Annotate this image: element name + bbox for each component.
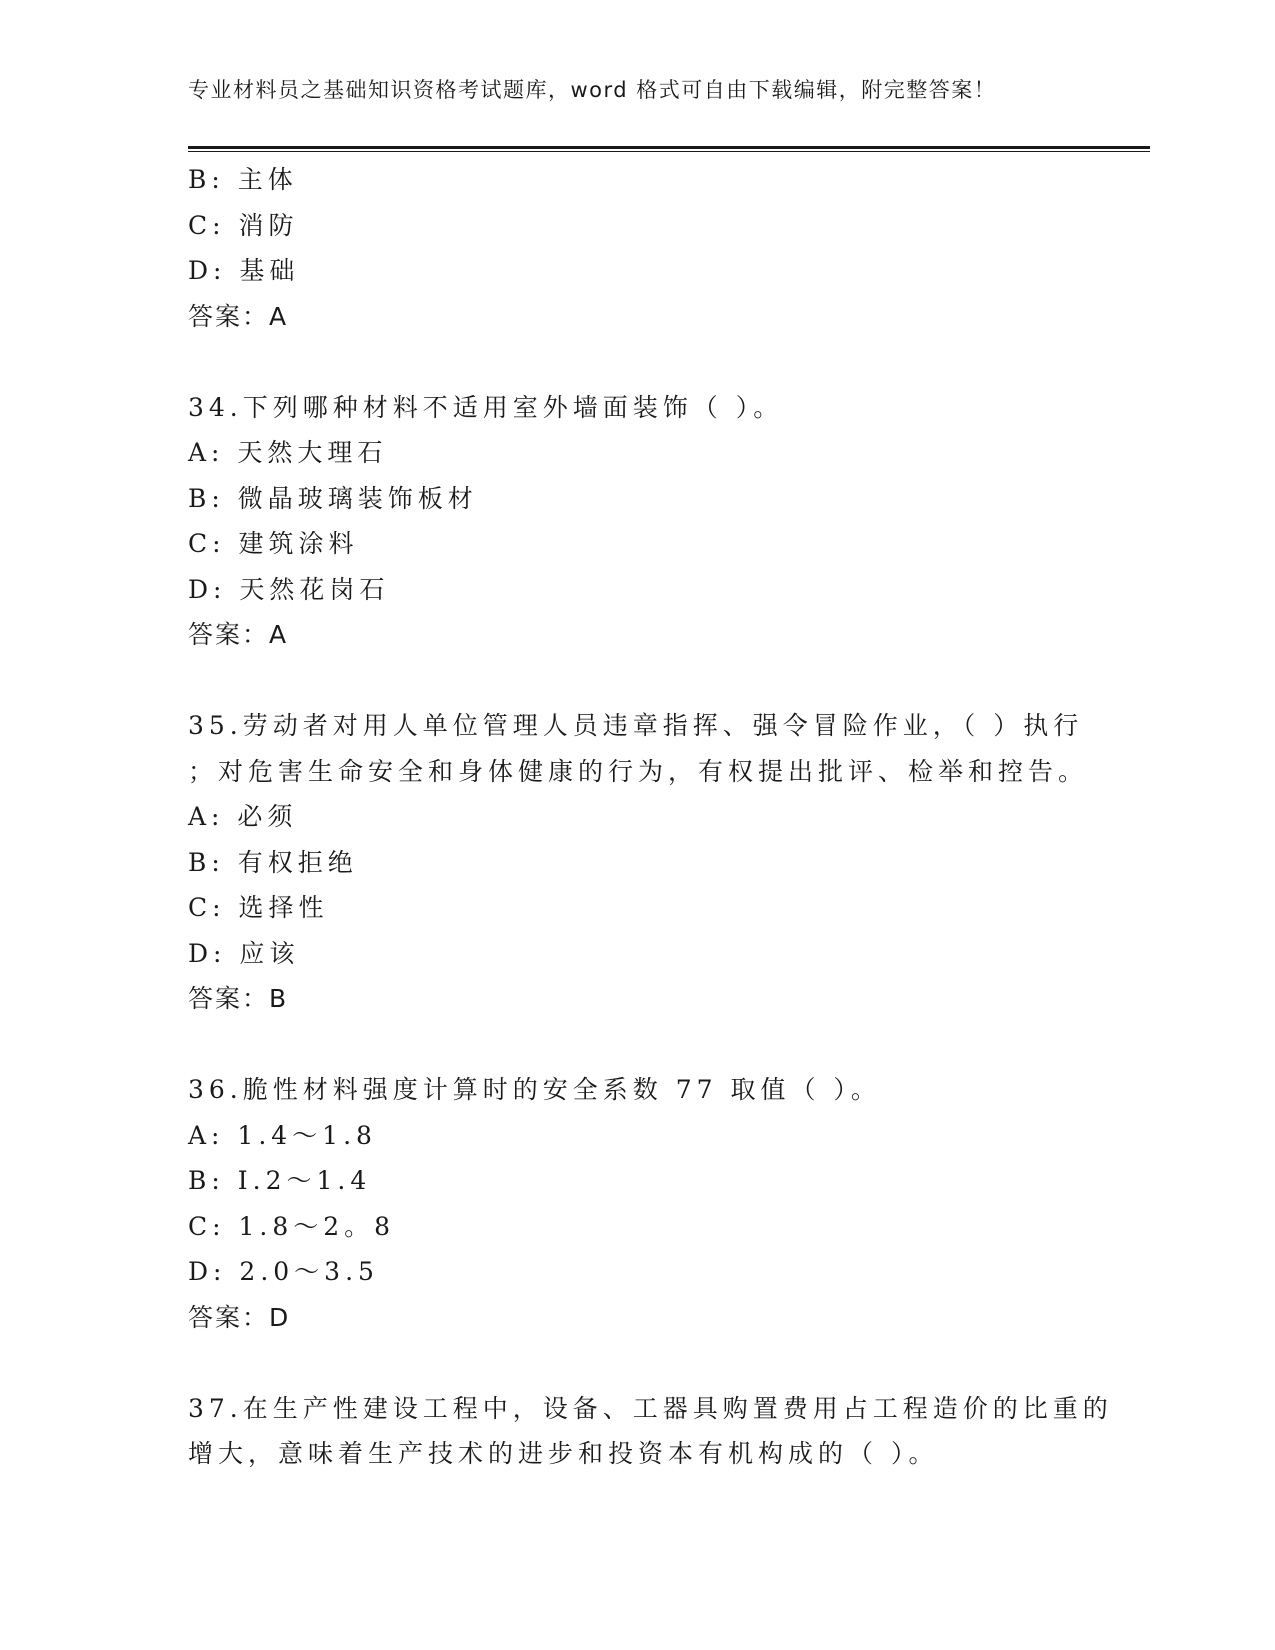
question-block-36 xyxy=(188,1067,1088,1340)
question-stem-continued: 增大，意味着生产技术的进步和投资本有机构成的（ ）。 xyxy=(188,1439,939,1468)
answer-label: 答案：A xyxy=(188,620,289,649)
option-c: C: 建筑涂料 xyxy=(188,529,359,558)
answer-label: 答案：B xyxy=(188,984,289,1013)
question-list xyxy=(188,157,1113,1477)
option-c: C: 1.8～2。8 xyxy=(188,1211,396,1241)
option-d: D: 基础 xyxy=(188,256,300,285)
spacer xyxy=(188,658,1088,704)
divider-thick-line xyxy=(188,146,1150,149)
page-header: 专业材料员之基础知识资格考试题库，word 格式可自由下载编辑，附完整答案！ xyxy=(188,78,997,102)
question-block-34 xyxy=(188,385,1088,658)
option-d: D: 2.0～3.5 xyxy=(188,1257,379,1286)
option-a: A: 必须 xyxy=(188,802,298,831)
option-b: B: 微晶玻璃装饰板材 xyxy=(188,483,478,513)
divider-thin-line xyxy=(188,151,1150,152)
header-divider xyxy=(188,146,1150,152)
question-stem-continued: ；对危害生命安全和身体健康的行为，有权提出批评、检举和控告。 xyxy=(188,756,1089,786)
option-d: D: 天然花岗石 xyxy=(188,574,390,604)
option-a: A: 天然大理石 xyxy=(188,438,388,467)
question-stem: 34.下列哪种材料不适用室外墙面装饰（ ）。 xyxy=(188,392,784,422)
question-block-37 xyxy=(188,1386,1113,1477)
option-a: A: 1.4～1.8 xyxy=(188,1120,377,1150)
option-c: C: 消防 xyxy=(188,210,299,240)
option-b: B: 主体 xyxy=(188,165,298,194)
spacer xyxy=(188,1022,1088,1068)
spacer xyxy=(188,339,1088,385)
question-block-35 xyxy=(188,703,1088,1022)
answer-label: 答案：D xyxy=(188,1302,291,1332)
option-b: B: I.2～1.4 xyxy=(188,1166,372,1195)
question-block-prev xyxy=(188,157,1088,339)
option-b: B: 有权拒绝 xyxy=(188,847,358,877)
question-stem: 35.劳动者对用人单位管理人员违章指挥、强令冒险作业，（ ）执行 xyxy=(188,711,1084,740)
question-stem: 36.脆性材料强度计算时的安全系数 77 取值（ ）。 xyxy=(188,1075,881,1104)
answer-label: 答案：A xyxy=(188,301,289,331)
spacer xyxy=(188,1340,1088,1386)
question-stem: 37.在生产性建设工程中，设备、工器具购置费用占工程造价的比重的 xyxy=(188,1393,1113,1423)
option-c: C: 选择性 xyxy=(188,893,329,922)
option-d: D: 应该 xyxy=(188,938,300,968)
